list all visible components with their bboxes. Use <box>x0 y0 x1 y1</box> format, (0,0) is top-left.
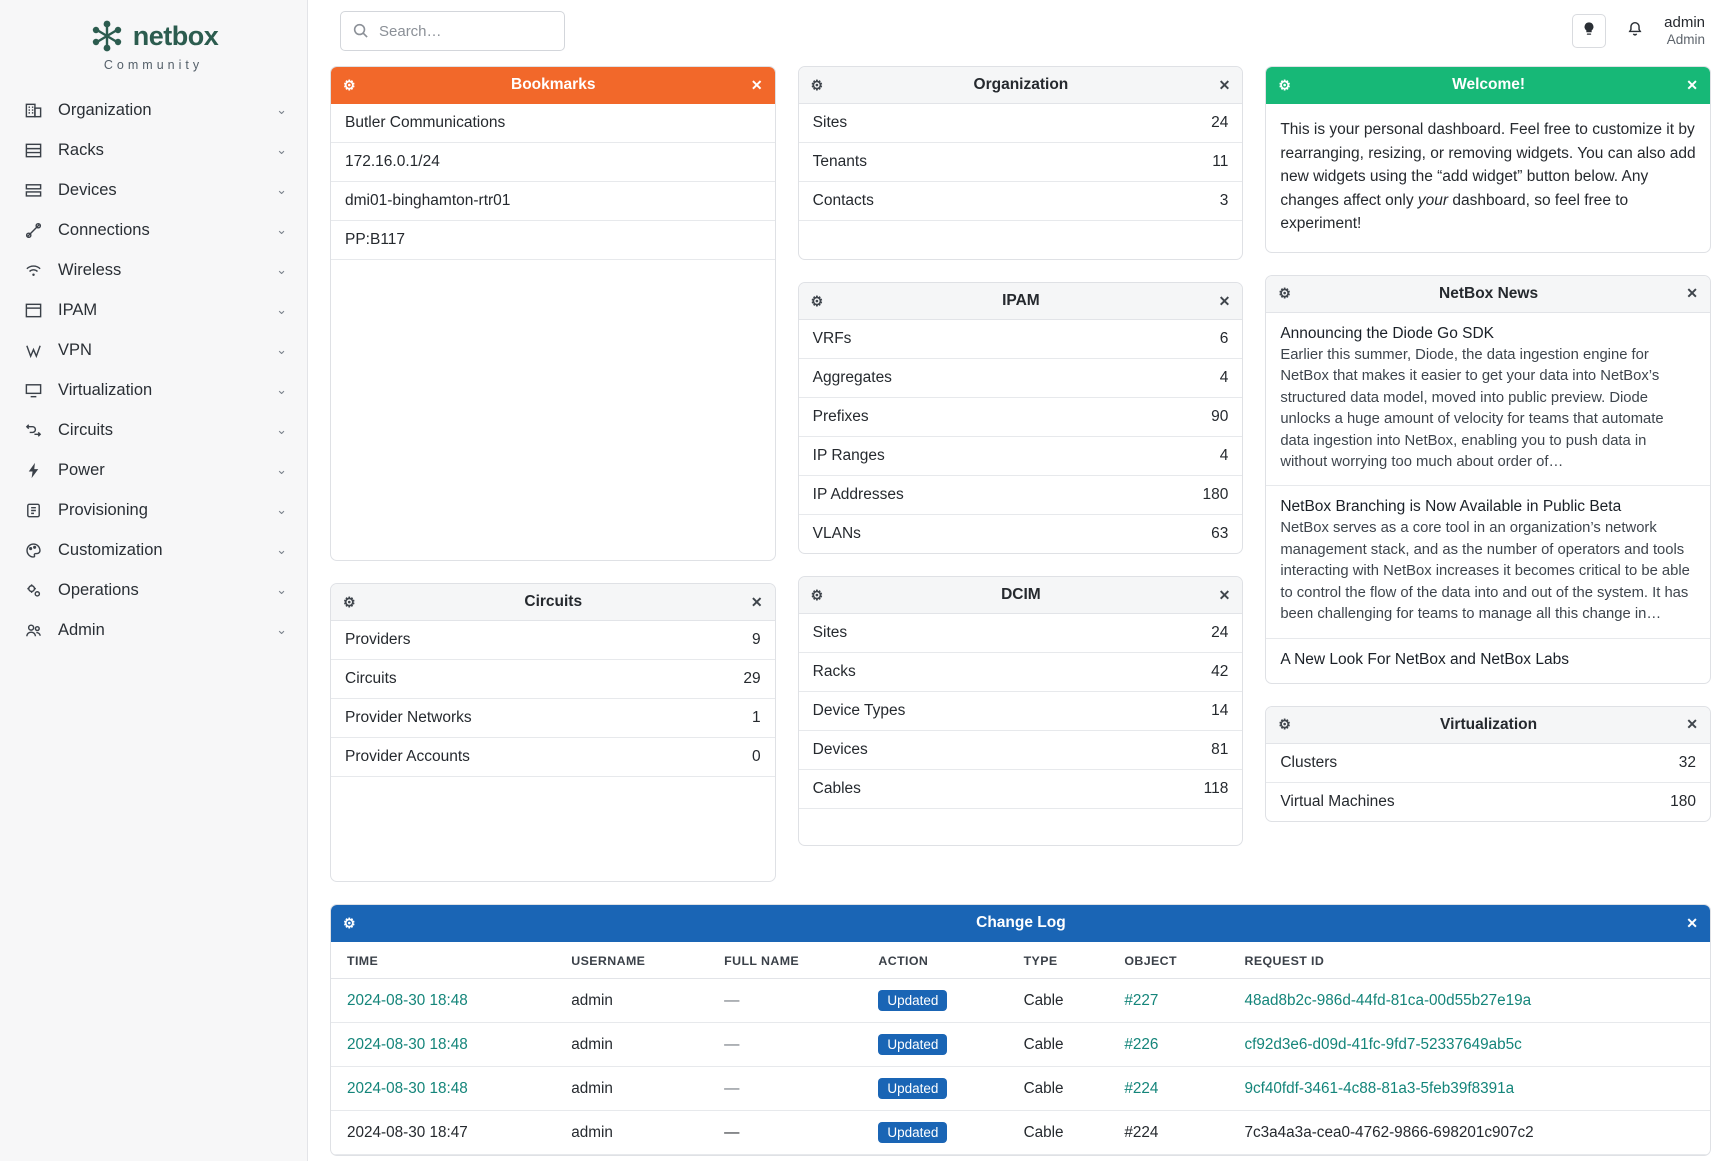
stat-row[interactable] <box>799 614 1243 653</box>
widget-title: DCIM <box>1001 586 1041 603</box>
close-icon[interactable]: ✕ <box>750 76 763 93</box>
close-icon[interactable]: ✕ <box>1686 914 1698 931</box>
widget-dcim-header <box>799 577 1243 614</box>
cell-action <box>862 1111 1007 1155</box>
connection-icon <box>22 219 44 241</box>
stat-value: 24 <box>1211 114 1229 131</box>
users-icon <box>22 619 44 641</box>
widget-news-body <box>1266 313 1710 683</box>
widget-circuits-body <box>331 621 775 881</box>
sidebar-item-racks[interactable] <box>0 130 307 170</box>
stat-row[interactable] <box>799 515 1243 553</box>
close-icon[interactable]: ✕ <box>750 593 763 610</box>
stat-label: Devices <box>812 741 868 758</box>
cell-username: admin <box>555 1023 708 1067</box>
news-title[interactable]: NetBox Branching is Now Available in Public Beta <box>1280 498 1622 516</box>
cell-time[interactable]: 2024-08-30 18:48 <box>331 979 555 1023</box>
cell-action <box>862 1067 1007 1111</box>
cell-time[interactable]: 2024-08-30 18:48 <box>331 1067 555 1111</box>
dashboard-column-3 <box>1265 66 1711 822</box>
widget-title: Bookmarks <box>511 76 596 93</box>
column-header-time: TIME <box>331 942 555 979</box>
column-header-request-id: REQUEST ID <box>1229 942 1711 979</box>
brand-logo <box>89 18 219 54</box>
cell-full-name: — <box>708 1111 862 1155</box>
sidebar-item-organization[interactable] <box>0 90 307 130</box>
chevron-down-icon: ⌄ <box>276 182 287 197</box>
sidebar-item-label: Power <box>58 460 105 479</box>
cell-object[interactable]: #224 <box>1108 1067 1228 1111</box>
column-header-action: ACTION <box>862 942 1007 979</box>
rack-icon <box>22 139 44 161</box>
widget-news-header <box>1266 276 1710 313</box>
circuit-icon <box>22 419 44 441</box>
stat-label: Racks <box>812 663 856 680</box>
column-header-type: TYPE <box>1008 942 1109 979</box>
welcome-text-part2: dashboard, so feel free to experiment! <box>1280 191 1629 233</box>
stat-label: Clusters <box>1280 753 1338 771</box>
news-entry <box>1266 486 1710 638</box>
stat-row[interactable] <box>1266 744 1710 783</box>
widget-title: Virtualization <box>1440 715 1538 733</box>
sidebar-item-operations[interactable] <box>0 570 307 610</box>
stat-label: Cables <box>812 780 861 797</box>
stat-row[interactable] <box>799 398 1243 437</box>
stat-label: Provider Networks <box>345 709 472 726</box>
table-row[interactable] <box>331 1111 1710 1155</box>
stat-value: 6 <box>1219 330 1229 347</box>
news-entry <box>1266 639 1710 683</box>
gear-icon[interactable]: ⚙ <box>1278 285 1291 302</box>
widget-organization-header <box>799 67 1243 104</box>
ip-icon <box>22 299 44 321</box>
sidebar-item-connections[interactable] <box>0 210 307 250</box>
chevron-down-icon: ⌄ <box>276 142 287 157</box>
stat-row[interactable] <box>799 476 1243 515</box>
widget-title: Circuits <box>524 593 583 610</box>
search-input[interactable] <box>340 11 565 51</box>
dashboard-column-2 <box>798 66 1244 846</box>
sidebar-item-devices[interactable] <box>0 170 307 210</box>
status-badge: Updated <box>878 1122 947 1143</box>
widget-organization-body <box>799 104 1243 259</box>
sidebar-item-label: Provisioning <box>58 500 148 519</box>
stat-value: 81 <box>1211 741 1229 758</box>
sidebar-item-label: Racks <box>58 140 104 159</box>
power-icon <box>22 459 44 481</box>
stat-value: 63 <box>1211 525 1229 542</box>
stat-row[interactable] <box>799 653 1243 692</box>
stat-label: VRFs <box>812 330 852 347</box>
widget-virtualization <box>1265 706 1711 822</box>
chevron-down-icon: ⌄ <box>276 542 287 557</box>
stat-value: 3 <box>1219 192 1229 209</box>
stat-label: Virtual Machines <box>1280 792 1395 810</box>
theme-toggle-button[interactable] <box>1572 14 1606 48</box>
widget-dcim <box>798 576 1244 846</box>
sidebar-item-label: Customization <box>58 540 163 559</box>
brand[interactable] <box>0 8 307 90</box>
sidebar-item-label: Admin <box>58 620 105 639</box>
stat-label: Prefixes <box>812 408 869 425</box>
stat-row[interactable] <box>331 738 775 777</box>
stat-row[interactable] <box>799 731 1243 770</box>
chevron-down-icon: ⌄ <box>276 502 287 517</box>
stat-row[interactable] <box>331 660 775 699</box>
column-header-object: OBJECT <box>1108 942 1228 979</box>
gear-icon[interactable]: ⚙ <box>343 593 356 610</box>
news-summary: NetBox serves as a core tool in an organization’s network management stack, and as the number of operators and tools interacting with NetBox increases it becomes critical to be able to control the flow of the data into and out of the system. It has been challenging for teams to manage all this change in… <box>1280 520 1690 623</box>
status-badge: Updated <box>878 1034 947 1055</box>
user-role: Admin <box>1666 31 1705 47</box>
palette-icon <box>22 539 44 561</box>
cell-request-id[interactable]: 7c3a4a3a-cea0-4762-9866-698201c907c2 <box>1229 1111 1711 1155</box>
search-icon <box>352 22 369 43</box>
cell-time[interactable]: 2024-08-30 18:48 <box>331 1023 555 1067</box>
cell-type: Cable <box>1008 979 1109 1023</box>
stat-row[interactable] <box>799 437 1243 476</box>
clipboard-icon <box>22 499 44 521</box>
cell-object[interactable]: #224 <box>1108 1111 1228 1155</box>
widget-filler <box>331 777 775 881</box>
dashboard-grid <box>308 62 1733 882</box>
cell-request-id[interactable]: 48ad8b2c-986d-44fd-81ca-00d55b27e19a <box>1229 979 1711 1023</box>
stat-label: Sites <box>812 624 848 641</box>
chevron-down-icon: ⌄ <box>276 342 287 357</box>
sidebar-item-provisioning[interactable] <box>0 490 307 530</box>
sidebar-item-label: Virtualization <box>58 380 153 399</box>
widget-ipam-header <box>799 283 1243 320</box>
widget-change-log <box>330 904 1711 1156</box>
stat-value: 118 <box>1203 780 1229 797</box>
stat-row[interactable] <box>799 692 1243 731</box>
widget-ipam <box>798 282 1244 554</box>
status-badge: Updated <box>878 1078 947 1099</box>
widget-filler <box>331 260 775 560</box>
vpn-icon <box>22 339 44 361</box>
table-body <box>331 979 1710 1155</box>
cell-username: admin <box>555 1111 708 1155</box>
sidebar-item-power[interactable] <box>0 450 307 490</box>
cell-full-name: — <box>708 1023 862 1067</box>
sidebar-item-label: Devices <box>58 180 117 199</box>
brand-name: netbox <box>132 20 219 51</box>
sidebar-item-label: IPAM <box>58 300 98 319</box>
stat-value: 29 <box>743 670 761 687</box>
cell-username: admin <box>555 979 708 1023</box>
sidebar-item-admin[interactable] <box>0 610 307 650</box>
sidebar <box>0 0 308 1161</box>
stat-row[interactable] <box>799 359 1243 398</box>
stat-value: 90 <box>1211 408 1229 425</box>
stat-value: 1 <box>752 709 761 726</box>
server-icon <box>22 179 44 201</box>
widget-filler <box>799 221 1243 259</box>
domain-icon <box>22 99 44 121</box>
stat-label: Circuits <box>345 670 397 687</box>
stat-label: IP Addresses <box>812 486 904 503</box>
sidebar-item-ipam[interactable] <box>0 290 307 330</box>
chevron-down-icon: ⌄ <box>276 262 287 277</box>
widget-title: Organization <box>973 76 1069 93</box>
stat-row[interactable] <box>799 182 1243 221</box>
sidebar-item-wireless[interactable] <box>0 250 307 290</box>
notifications-button[interactable] <box>1626 20 1644 42</box>
table-row[interactable] <box>331 1023 1710 1067</box>
brand-subtitle: Community <box>103 58 204 72</box>
cell-object[interactable]: #227 <box>1108 979 1228 1023</box>
widget-bookmarks <box>330 66 776 561</box>
cell-username: admin <box>555 1067 708 1111</box>
topbar <box>308 0 1733 62</box>
wifi-icon <box>22 259 44 281</box>
cell-type: Cable <box>1008 1023 1109 1067</box>
stat-label: IP Ranges <box>812 447 885 464</box>
stat-row[interactable] <box>1266 783 1710 821</box>
news-title[interactable]: A New Look For NetBox and NetBox Labs <box>1280 650 1569 668</box>
main-content <box>308 0 1733 1161</box>
stat-value: 9 <box>752 631 761 648</box>
stat-row[interactable] <box>799 770 1243 809</box>
cell-type: Cable <box>1008 1111 1109 1155</box>
stat-value: 4 <box>1219 369 1229 386</box>
stat-row[interactable] <box>799 320 1243 359</box>
stat-value: 0 <box>752 748 761 765</box>
widget-filler <box>799 809 1243 845</box>
sidebar-item-label: Circuits <box>58 420 114 439</box>
table-row[interactable] <box>331 979 1710 1023</box>
stat-label: Contacts <box>812 192 874 209</box>
cell-action <box>862 979 1007 1023</box>
close-icon[interactable]: ✕ <box>1686 76 1698 93</box>
gear-icon[interactable]: ⚙ <box>810 76 824 93</box>
news-entry <box>1266 313 1710 487</box>
widget-welcome <box>1265 66 1711 253</box>
table-header-row <box>331 942 1710 979</box>
close-icon[interactable]: ✕ <box>1218 292 1231 309</box>
stat-value: 11 <box>1212 153 1229 170</box>
widget-circuits-header <box>331 584 775 621</box>
widget-title: Change Log <box>976 914 1066 931</box>
cell-action <box>862 1023 1007 1067</box>
stat-value: 14 <box>1211 702 1229 719</box>
monitor-icon <box>22 379 44 401</box>
topbar-right <box>1572 14 1711 48</box>
gear-icon[interactable]: ⚙ <box>343 76 356 93</box>
stat-label: VLANs <box>812 525 861 542</box>
widget-ipam-body <box>799 320 1243 553</box>
list-item[interactable]: PP:B117 <box>331 221 775 260</box>
widget-title: IPAM <box>1002 292 1040 309</box>
gear-icon[interactable]: ⚙ <box>343 914 356 931</box>
column-header-full-name: FULL NAME <box>708 942 862 979</box>
chevron-down-icon: ⌄ <box>276 622 287 637</box>
gear-icon[interactable]: ⚙ <box>1278 716 1291 733</box>
stat-label: Providers <box>345 631 411 648</box>
widget-circuits <box>330 583 776 882</box>
widget-change-log-header <box>331 905 1710 942</box>
chevron-down-icon: ⌄ <box>276 382 287 397</box>
change-log-table <box>331 942 1710 1155</box>
list-item[interactable]: dmi01-binghamton-rtr01 <box>331 182 775 221</box>
widget-welcome-header <box>1266 67 1710 104</box>
stat-value: 4 <box>1219 447 1229 464</box>
stat-row[interactable] <box>799 143 1243 182</box>
stat-label: Provider Accounts <box>345 748 470 765</box>
gear-icon[interactable]: ⚙ <box>810 586 824 603</box>
widget-welcome-body <box>1266 104 1710 252</box>
news-title[interactable]: Announcing the Diode Go SDK <box>1280 324 1495 342</box>
welcome-text-part1: This is your personal dashboard. Feel free to customize it by rearranging, resizing, or removing widgets. You can also add new widgets using the “add widget” button below. Any changes affect only <box>1280 121 1696 209</box>
cell-object[interactable]: #226 <box>1108 1023 1228 1067</box>
cell-request-id[interactable]: 9cf40fdf-3461-4c88-81a3-5feb39f8391a <box>1229 1067 1711 1111</box>
chevron-down-icon: ⌄ <box>276 222 287 237</box>
close-icon[interactable]: ✕ <box>1218 76 1231 93</box>
widget-title: NetBox News <box>1439 284 1539 302</box>
widget-bookmarks-header <box>331 67 775 104</box>
close-icon[interactable]: ✕ <box>1686 716 1698 733</box>
stat-row[interactable] <box>331 699 775 738</box>
sidebar-item-label: Connections <box>58 220 150 239</box>
lightbulb-icon <box>1581 21 1597 41</box>
sidebar-item-customization[interactable] <box>0 530 307 570</box>
chevron-down-icon: ⌄ <box>276 302 287 317</box>
sidebar-item-label: Wireless <box>58 260 122 279</box>
dashboard-column-1 <box>330 66 776 882</box>
cell-full-name: — <box>708 1067 862 1111</box>
widget-dcim-body <box>799 614 1243 845</box>
user-name: admin <box>1664 13 1705 31</box>
welcome-text-emphasis: your <box>1417 191 1449 209</box>
stat-value: 42 <box>1211 663 1229 680</box>
cell-time[interactable]: 2024-08-30 18:47 <box>331 1111 555 1155</box>
column-header-username: USERNAME <box>555 942 708 979</box>
widget-bookmarks-body <box>331 104 775 560</box>
stat-label: Aggregates <box>812 369 892 386</box>
widget-virtualization-header <box>1266 707 1710 744</box>
netbox-logo-icon <box>89 18 125 54</box>
search-box[interactable] <box>340 11 565 51</box>
news-summary: Earlier this summer, Diode, the data ingestion engine for NetBox that makes it easier to get your data into NetBox’s structured data model, moved into public preview. Diode unlocks a huge amount of velocity for teams that automate data ingestion into NetBox, enabling you to push data in without worrying too much about order of… <box>1280 346 1664 470</box>
cogs-icon <box>22 579 44 601</box>
status-badge: Updated <box>878 990 947 1011</box>
sidebar-item-circuits[interactable] <box>0 410 307 450</box>
stat-label: Device Types <box>812 702 906 719</box>
close-icon[interactable]: ✕ <box>1218 586 1231 603</box>
stat-row[interactable] <box>331 621 775 660</box>
list-item[interactable]: 172.16.0.1/24 <box>331 143 775 182</box>
stat-row[interactable] <box>799 104 1243 143</box>
cell-request-id[interactable]: cf92d3e6-d09d-41fc-9fd7-52337649ab5c <box>1229 1023 1711 1067</box>
stat-value: 32 <box>1678 753 1696 771</box>
stat-value: 24 <box>1211 624 1229 641</box>
table-header <box>331 942 1710 979</box>
table-row[interactable] <box>331 1067 1710 1111</box>
stat-value: 180 <box>1670 792 1696 810</box>
gear-icon[interactable]: ⚙ <box>810 292 824 309</box>
sidebar-item-vpn[interactable] <box>0 330 307 370</box>
user-menu[interactable] <box>1664 14 1711 48</box>
chevron-down-icon: ⌄ <box>276 582 287 597</box>
gear-icon[interactable]: ⚙ <box>1278 76 1291 93</box>
stat-label: Tenants <box>812 153 867 170</box>
widget-virtualization-body <box>1266 744 1710 821</box>
sidebar-item-virtualization[interactable] <box>0 370 307 410</box>
cell-type: Cable <box>1008 1067 1109 1111</box>
close-icon[interactable]: ✕ <box>1686 285 1698 302</box>
widget-netbox-news <box>1265 275 1711 684</box>
list-item[interactable]: Butler Communications <box>331 104 775 143</box>
chevron-down-icon: ⌄ <box>276 102 287 117</box>
sidebar-nav <box>0 90 307 650</box>
chevron-down-icon: ⌄ <box>276 422 287 437</box>
widget-organization <box>798 66 1244 260</box>
sidebar-item-label: Operations <box>58 580 139 599</box>
sidebar-item-label: Organization <box>58 100 152 119</box>
sidebar-item-label: VPN <box>58 340 92 359</box>
widget-title: Welcome! <box>1452 76 1526 93</box>
stat-value: 180 <box>1202 486 1229 503</box>
cell-full-name: — <box>708 979 862 1023</box>
chevron-down-icon: ⌄ <box>276 462 287 477</box>
stat-label: Sites <box>812 114 848 131</box>
